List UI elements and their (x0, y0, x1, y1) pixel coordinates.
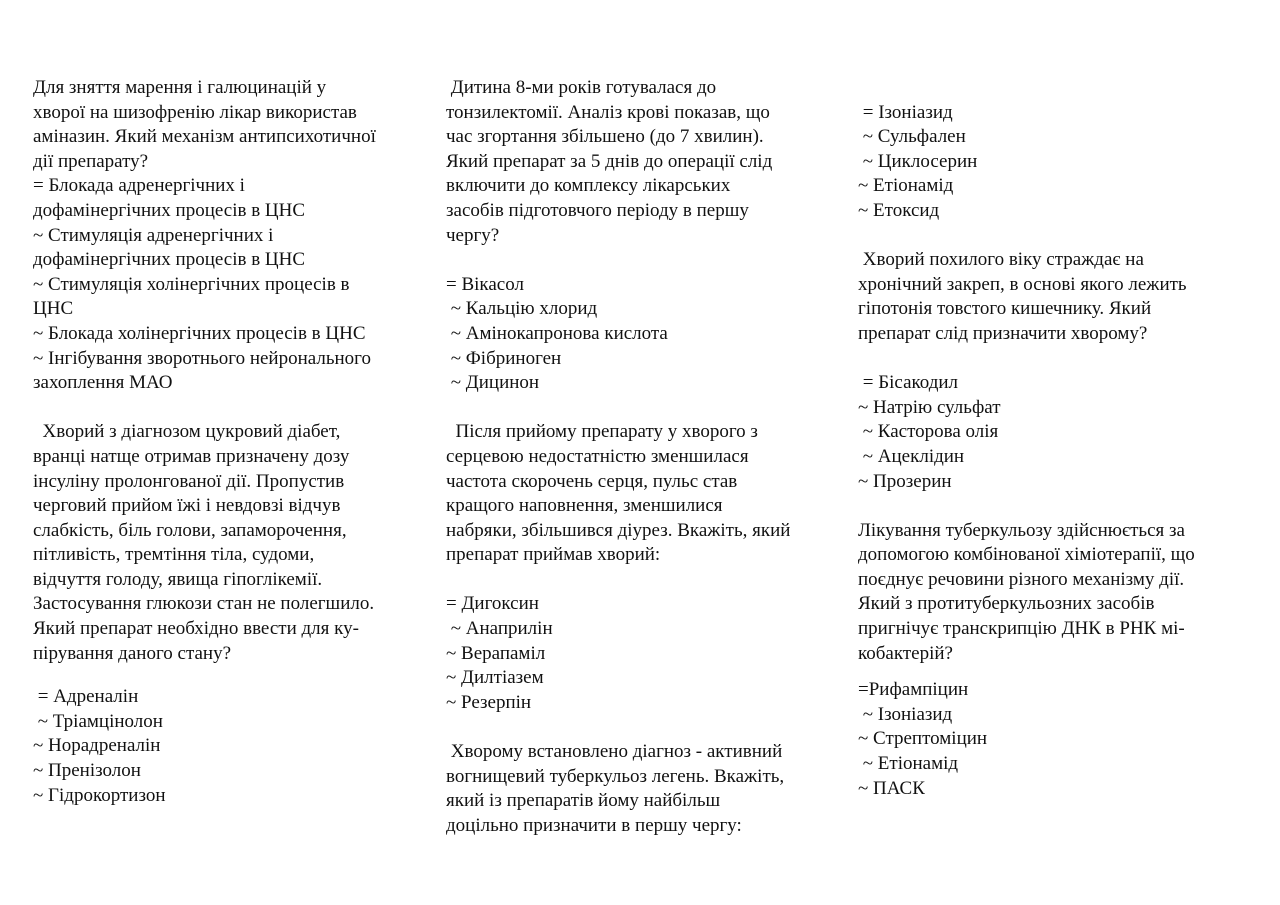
answer-line: ~ Кальцію хлорид (446, 298, 598, 320)
question-line: який із препаратів йому найбільш (446, 790, 721, 812)
question-text (858, 519, 1253, 667)
question-1 (33, 76, 433, 396)
answer-line: ~ Гідрокортизон (33, 784, 166, 806)
question-line: засобів підготовчого періоду в першу (446, 199, 749, 221)
answer-line: = Вікасол (446, 273, 524, 295)
column-1 (33, 76, 433, 808)
spacer (446, 396, 846, 421)
question-line: пітливість, тремтіння тіла, судоми, (33, 544, 315, 566)
question-line: аміназин. Який механізм антипсихотичної (33, 126, 376, 148)
answer-line: ~ Дилтіазем (446, 667, 544, 689)
answer-line: захоплення МАО (33, 372, 173, 394)
answer-list (33, 174, 433, 395)
answer-line: ~ Ізоніазид (858, 703, 953, 725)
question-line: Хворий з діагнозом цукровий діабет, (33, 421, 341, 443)
question-line: тонзилектомії. Аналіз крові показав, що (446, 101, 770, 123)
answer-line: дофамінергічних процесів в ЦНС (33, 199, 306, 221)
question-5 (446, 740, 846, 838)
spacer (858, 666, 1253, 678)
question-text (446, 740, 846, 838)
answer-line: ~ Інгібування зворотнього нейронального (33, 347, 371, 369)
answer-line: ЦНС (33, 298, 74, 320)
answer-line: ~ Сульфален (858, 126, 966, 148)
column-3 (858, 76, 1253, 801)
answer-line: = Ізоніазид (858, 101, 953, 123)
question-line: дії препарату? (33, 150, 149, 172)
question-line: слабкість, біль голови, запаморочення, (33, 519, 347, 541)
question-line: Після прийому препарату у хворого з (446, 421, 758, 443)
answer-list (446, 592, 846, 715)
answer-line: =Рифампіцин (858, 679, 969, 701)
question-line: інсуліну пролонгованої дії. Пропустив (33, 470, 345, 492)
answer-line: ~ ПАСК (858, 777, 925, 799)
answer-line: ~ Норадреналін (33, 735, 161, 757)
question-line: чергу? (446, 224, 500, 246)
question-5-answers (858, 101, 1253, 224)
question-line: частота скорочень серця, пульс став (446, 470, 738, 492)
answer-line: ~ Пренізолон (33, 760, 141, 782)
answer-line: ~ Циклосерин (858, 150, 978, 172)
answer-line: = Адреналін (33, 686, 139, 708)
answer-line: дофамінергічних процесів в ЦНС (33, 249, 306, 271)
column-2 (446, 76, 846, 838)
answer-list (33, 685, 433, 808)
question-3 (446, 76, 846, 396)
spacer (858, 347, 1253, 372)
question-line: Хворому встановлено діагноз - активний (446, 741, 783, 763)
question-text (858, 248, 1253, 346)
question-line: набряки, збільшився діурез. Вкажіть, який (446, 519, 791, 541)
answer-list (446, 273, 846, 396)
question-line: кобактерій? (858, 642, 953, 664)
question-line: Який препарат за 5 днів до операції слід (446, 150, 773, 172)
answer-line: ~ Амінокапронова кислота (446, 322, 668, 344)
question-text (33, 76, 433, 174)
question-line: хворої на шизофренію лікар використав (33, 101, 357, 123)
question-line: вранці натще отримав призначену дозу (33, 445, 350, 467)
question-line: Який з протитуберкульозних засобів (858, 593, 1155, 615)
question-line: відчуття голоду, явища гіпоглікемії. (33, 568, 323, 590)
question-line: Хворий похилого віку страждає на (858, 249, 1144, 271)
question-6 (858, 248, 1253, 494)
spacer (858, 76, 1253, 101)
answer-line: ~ Натрію сульфат (858, 396, 1001, 418)
question-line: Дитина 8-ми років готувалася до (446, 77, 717, 98)
answer-line: ~ Верапаміл (446, 642, 546, 664)
spacer (446, 248, 846, 273)
spacer (858, 224, 1253, 249)
answer-list (858, 371, 1253, 494)
answer-line: ~ Фібриноген (446, 347, 562, 369)
question-line: серцевою недостатністю зменшилася (446, 445, 749, 467)
answer-line: = Дигоксин (446, 593, 539, 615)
question-line: Для зняття марення і галюцинацій у (33, 77, 327, 98)
question-line: допомогою комбінованої хіміотерапії, що (858, 544, 1195, 566)
answer-line: = Бісакодил (858, 372, 959, 394)
question-text (446, 76, 846, 248)
answer-line: ~ Стрептоміцин (858, 728, 988, 750)
question-line: препарат слід призначити хворому? (858, 322, 1148, 344)
question-2 (33, 420, 433, 808)
answer-line: ~ Блокада холінергічних процесів в ЦНС (33, 322, 366, 344)
answer-line: ~ Етоксид (858, 199, 940, 221)
question-line: черговий прийом їжі і невдовзі відчув (33, 495, 341, 517)
spacer (446, 715, 846, 740)
question-line: доцільно призначити в першу чергу: (446, 814, 742, 836)
answer-line: ~ Стимуляція адренергічних і (33, 224, 274, 246)
question-line: Лікування туберкульозу здійснюється за (858, 519, 1185, 541)
question-line: час згортання збільшено (до 7 хвилин). (446, 126, 764, 148)
question-line: гіпотонія товстого кишечнику. Який (858, 298, 1152, 320)
spacer (858, 494, 1253, 519)
question-line: препарат приймав хворий: (446, 544, 661, 566)
question-7 (858, 519, 1253, 802)
answer-line: ~ Етіонамід (858, 175, 954, 197)
question-line: хронічний закреп, в основі якого лежить (858, 273, 1187, 295)
answer-line: ~ Анаприлін (446, 618, 553, 640)
question-line: кращого наповнення, зменшилися (446, 495, 723, 517)
question-line: Застосування глюкози стан не полегшило. (33, 593, 375, 615)
question-text (33, 420, 433, 666)
question-line: пірування даного стану? (33, 642, 232, 664)
answer-line: ~ Тріамцінолон (33, 710, 163, 732)
question-line: вогнищевий туберкульоз легень. Вкажіть, (446, 765, 785, 787)
spacer (446, 568, 846, 593)
answer-line: ~ Резерпін (446, 691, 532, 713)
answer-line: ~ Касторова олія (858, 421, 999, 443)
question-line: поєднує речовини різного механізму дії. (858, 568, 1185, 590)
question-text (446, 420, 846, 568)
answer-line: ~ Ацеклідин (858, 445, 965, 467)
question-line: Який препарат необхідно ввести для ку- (33, 618, 359, 640)
answer-line: ~ Дицинон (446, 372, 540, 394)
answer-line: ~ Стимуляція холінергічних процесів в (33, 273, 350, 295)
question-4 (446, 420, 846, 715)
answer-line: ~ Етіонамід (858, 753, 959, 775)
question-line: пригнічує транскрипцію ДНК в РНК мі- (858, 618, 1185, 640)
answer-line: = Блокада адренергічних і (33, 175, 245, 197)
answer-list (858, 678, 1253, 801)
question-line: включити до комплексу лікарських (446, 175, 731, 197)
answer-line: ~ Прозерин (858, 470, 952, 492)
spacer (33, 396, 433, 421)
spacer (33, 666, 433, 685)
